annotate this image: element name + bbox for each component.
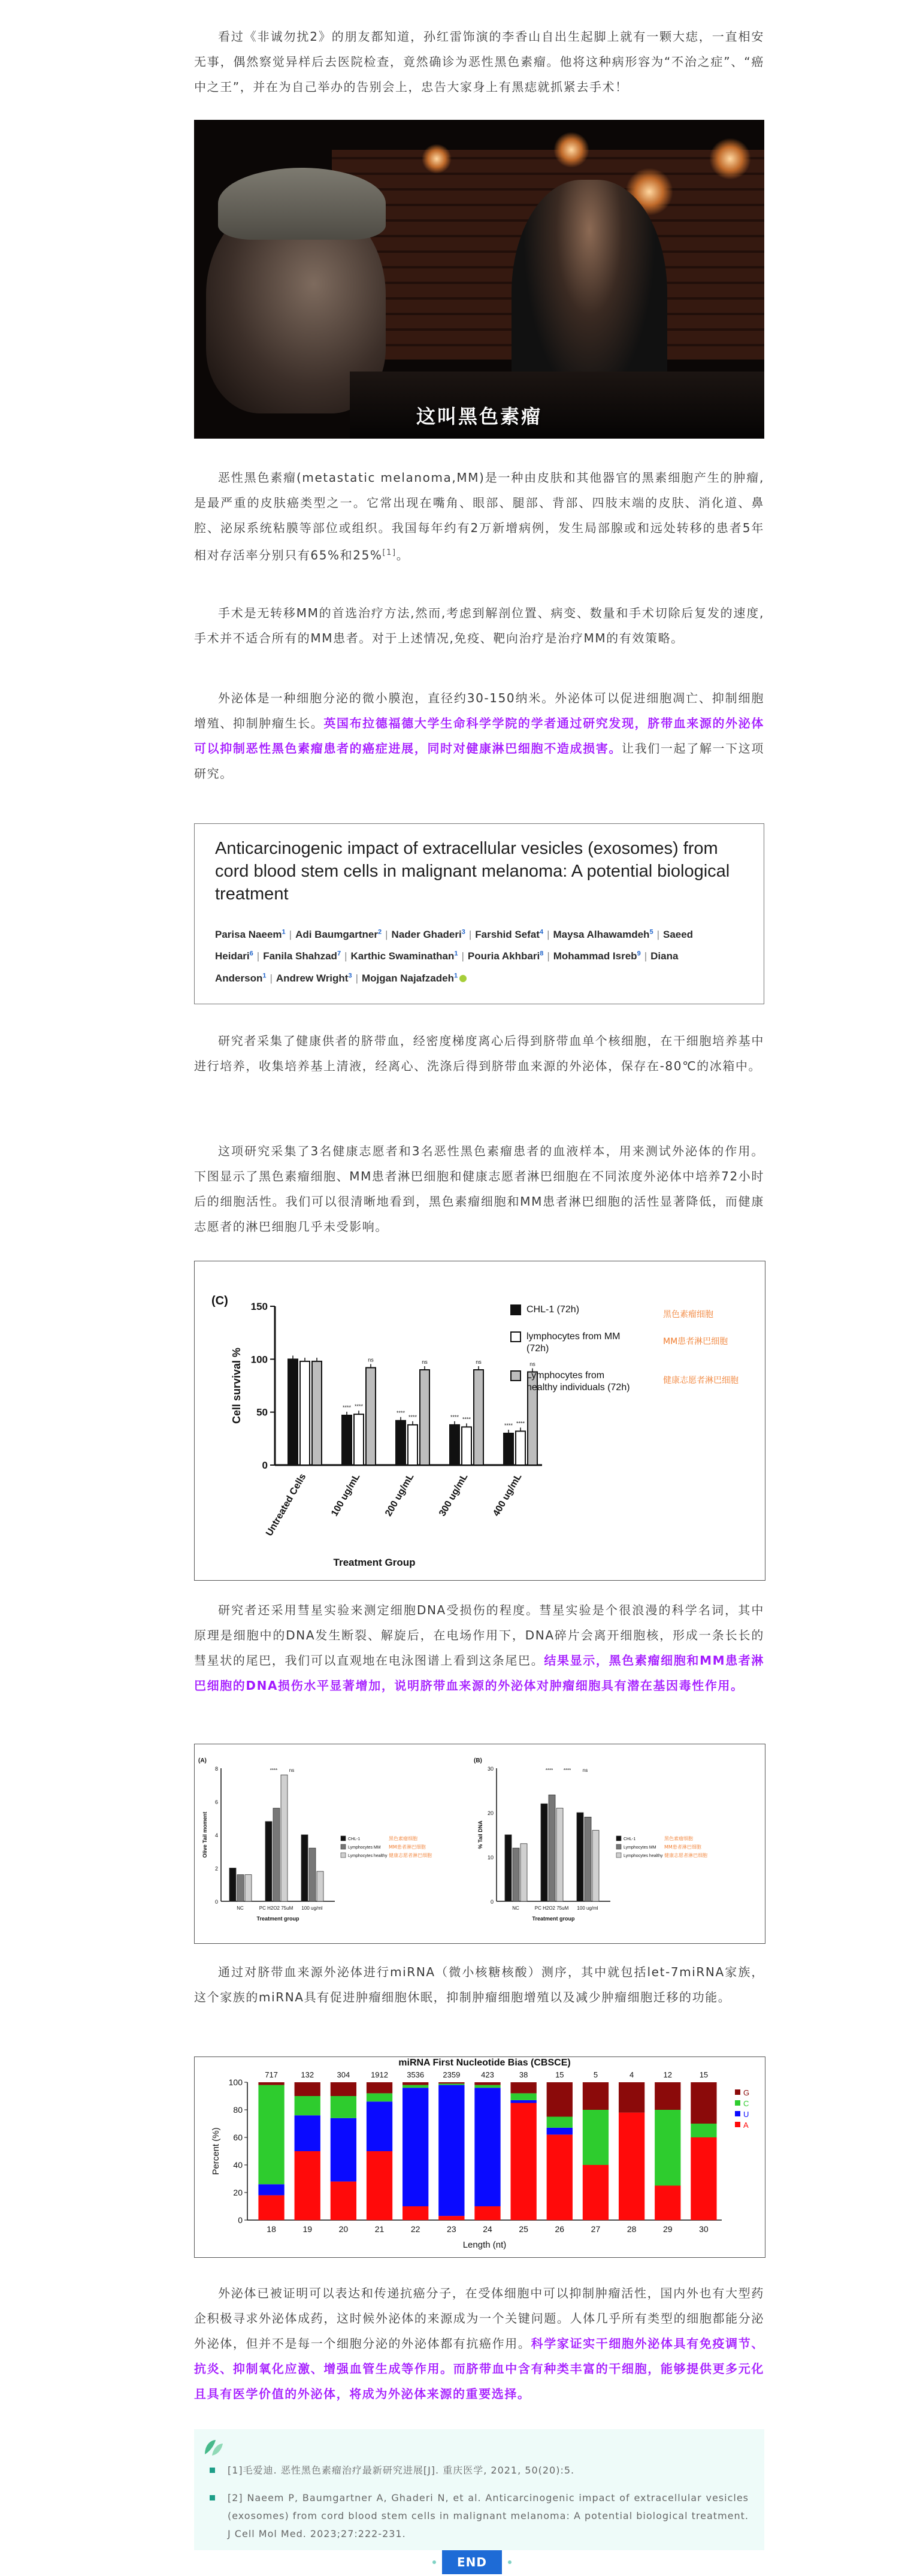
count-label: 1912 (371, 2070, 388, 2079)
end-marker (0, 2550, 920, 2574)
author-separator: | (270, 972, 273, 984)
paragraph-method: 研究者采集了健康供者的脐带血，经密度梯度离心后得到脐带血单个核细胞，在干细胞培养基中进行培养，收集培养基上清液，经离心、洗涤后得到脐带血来源的外泌体，保存在-80℃的冰箱中。 (194, 1034, 764, 1073)
x-tick-label: PC H2O2 75uM (259, 1905, 293, 1911)
paragraph-comet: 研究者还采用彗星实验来测定细胞DNA受损伤的程度。彗星实验是个很浪漫的科学名词，其中原理是细胞中的DNA发生断裂、解旋后，在电场作用下，DNA碎片会离开细胞核，形成一条长长的彗星状的尾巴，我们可以直观地在电泳图谱上看到这条尾巴。结果显示，黑色素瘤细胞和MM患者淋巴细胞的DNA损伤水平显著增加，说明脐带血来源的外泌体对肿瘤细胞具有潜在基因毒性作用。 (194, 1603, 764, 1693)
stacked-bar-segment (510, 2100, 536, 2103)
figure-comet-assay (194, 1744, 765, 1944)
stacked-bar-segment (547, 2117, 573, 2128)
end-label: END (442, 2550, 502, 2574)
comet-section (194, 1597, 764, 1698)
x-tick-label: Untreated Cells (264, 1472, 308, 1538)
movie-still-image (194, 120, 764, 439)
x-axis-label: Treatment group (532, 1916, 575, 1922)
author-separator: | (644, 950, 647, 962)
treatment-section (194, 600, 764, 651)
stacked-bar-segment (331, 2118, 356, 2182)
bar (396, 1421, 405, 1465)
bar (592, 1831, 599, 1901)
bar (312, 1361, 322, 1465)
leaf-icon (202, 2436, 224, 2458)
bar (556, 1808, 563, 1901)
author-name[interactable]: Pouria Akhbari$^8$ (467, 950, 544, 962)
legend-swatch (341, 1836, 346, 1841)
significance-label: ns (368, 1357, 374, 1363)
author-name[interactable]: Andrew Wright$^3$ (276, 972, 352, 984)
y-tick-label: 0 (490, 1899, 494, 1905)
x-axis-label: Treatment Group (333, 1557, 416, 1568)
count-label: 3536 (407, 2070, 425, 2079)
stacked-bar-segment (691, 2137, 716, 2220)
stacked-bar-segment (438, 2083, 464, 2085)
stacked-bar-segment (402, 2082, 428, 2085)
stacked-bar-segment (295, 2115, 320, 2151)
y-tick-label: 20 (233, 2188, 243, 2197)
legend-swatch (511, 1332, 520, 1342)
stacked-bar-segment (258, 2082, 284, 2085)
significance-label: **** (504, 1423, 513, 1429)
bar (474, 1370, 483, 1465)
panel-label: (B) (474, 1757, 482, 1764)
stacked-bar-segment (402, 2088, 428, 2206)
stacked-bar-segment (547, 2082, 573, 2117)
author-name[interactable]: Adi Baumgartner$^2$ (295, 928, 382, 940)
stacked-bar-segment (331, 2096, 356, 2118)
paragraph-melanoma-definition: 恶性黑色素瘤(metastatic melanoma,MM)是一种由皮肤和其他器官的黑素细胞产生的肿瘤,是最严重的皮肤癌类型之一。它常出现在嘴角、眼部、腿部、背部、四肢末端的皮肤、消化道、鼻腔、泌尿系统粘膜等部位或组织。我国每年约有2万新增病例，发生局部腺或和远处转移的患者5年相对存活率分别只有65%和25%[1]。 (194, 470, 764, 563)
significance-label: **** (354, 1403, 364, 1410)
viability-section (194, 1138, 764, 1239)
x-tick-label: 27 (591, 2224, 601, 2234)
author-separator: | (344, 950, 347, 962)
x-axis-label: Treatment group (256, 1916, 299, 1922)
bar (504, 1433, 513, 1465)
melanoma-intro-section (194, 465, 764, 568)
legend-label-cn: 健康志愿者淋巴细胞 (664, 1853, 707, 1858)
stacked-bar-segment (655, 2110, 680, 2186)
legend-label: Lymphocytes from (526, 1370, 605, 1381)
x-tick-label: 100 ug/mL (329, 1472, 362, 1518)
x-tick-label: 28 (627, 2224, 637, 2234)
legend-label-cn: 黑色素瘤细胞 (389, 1836, 417, 1841)
bar (265, 1822, 272, 1901)
bar (342, 1415, 352, 1465)
significance-label: **** (396, 1409, 405, 1416)
count-label: 4 (629, 2070, 634, 2079)
count-label: 304 (337, 2070, 350, 2079)
stacked-bar-segment (547, 2134, 573, 2220)
conclusion-section (194, 2281, 764, 2406)
stacked-bar-segment (402, 2085, 428, 2088)
bar (301, 1835, 308, 1901)
stacked-bar-segment (474, 2085, 500, 2088)
bar (300, 1361, 310, 1465)
legend-swatch (341, 1853, 346, 1858)
stacked-bar-segment (402, 2206, 428, 2220)
count-label: 12 (663, 2070, 673, 2079)
y-tick-label: 100 (250, 1354, 268, 1366)
bar (513, 1848, 519, 1901)
significance-label: ns (529, 1361, 535, 1367)
significance-label: **** (450, 1414, 459, 1420)
y-axis-label: Olive Tail moment (202, 1811, 208, 1858)
legend-label: A (743, 2121, 749, 2130)
author-separator: | (468, 928, 472, 940)
legend-label: (72h) (526, 1343, 549, 1354)
stacked-bar-segment (510, 2093, 536, 2100)
legend-swatch (735, 2100, 740, 2106)
stacked-bar-segment (258, 2196, 284, 2220)
x-tick-label: 400 ug/mL (491, 1472, 524, 1518)
legend-swatch (735, 2089, 740, 2095)
panel-label: (A) (198, 1757, 207, 1764)
author-name[interactable]: Diana Anderson$^1$ (215, 950, 679, 984)
legend-swatch (616, 1836, 621, 1841)
bar (354, 1414, 364, 1465)
stacked-bar-segment (438, 2082, 464, 2083)
significance-label: ns (289, 1768, 295, 1773)
stacked-bar-segment (331, 2182, 356, 2220)
author-separator: | (656, 928, 659, 940)
legend-label: CHL-1 (348, 1837, 361, 1841)
author-name[interactable]: Fanila Shahzad$^7$ (263, 950, 341, 962)
legend-swatch (616, 1844, 621, 1849)
bar (450, 1425, 459, 1465)
bar (577, 1813, 583, 1901)
image-caption: 这叫黑色素瘤 (416, 405, 542, 428)
exosome-section (194, 685, 764, 786)
x-tick-label: 100 ug/ml (301, 1905, 323, 1911)
stacked-bar-segment (474, 2088, 500, 2206)
significance-label: ns (476, 1359, 482, 1365)
stacked-bar-segment (295, 2151, 320, 2220)
legend-label: Lymphocytes healthy (348, 1854, 388, 1858)
reference-1: [1]毛爱迪. 恶性黑色素瘤治疗最新研究进展[J]. 重庆医学, 2021, 50(20):5. (210, 2462, 749, 2480)
y-tick-label: 30 (487, 1766, 494, 1772)
stacked-bar-segment (331, 2082, 356, 2096)
bar (516, 1431, 525, 1465)
stacked-bar-segment (619, 2113, 644, 2220)
cell-survival-chart (195, 1261, 764, 1579)
x-tick-label: 100 ug/ml (577, 1905, 598, 1911)
stacked-bar-segment (295, 2082, 320, 2096)
author-separator: | (461, 950, 464, 962)
citation-1: [1] (382, 548, 397, 557)
stacked-bar-segment (583, 2110, 609, 2165)
author-name[interactable]: Parisa Naeem$^1$ (215, 928, 286, 940)
author-separator: | (289, 928, 292, 940)
stacked-bar-segment (367, 2101, 392, 2151)
legend-label-cn: 健康志愿者淋巴细胞 (663, 1376, 739, 1385)
bar (309, 1848, 316, 1901)
y-axis-label: Percent (%) (211, 2127, 221, 2175)
paragraph-intro: 看过《非诚勿扰2》的朋友都知道，孙红雷饰演的李香山自出生起脚上就有一颗大痣，一直相安无事，偶然察觉异样后去医院检查，竟然确诊为恶性黑色素瘤。他将这种病形容为“不治之症”、“癌中之王”，并在为自己举办的告别会上，忠告大家身上有黑痣就抓紧去手术！ (194, 29, 764, 94)
legend-swatch (735, 2111, 740, 2116)
comet-assay-chart (195, 1744, 764, 1942)
x-tick-label: 24 (483, 2224, 492, 2234)
paragraph-conclusion: 外泌体已被证明可以表达和传递抗癌分子，在受体细胞中可以抑制肿瘤活性，国内外也有大型药企积极寻求外泌体成药，这时候外泌体的来源成为一个关键问题。人体几乎所有类型的细胞都能分泌外泌体，但并不是每一个细胞分泌的外泌体都有抗癌作用。科学家证实干细胞外泌体具有免疫调节、抗炎、抑制氧化应激、增强血管生成等作用。而脐带血中含有种类丰富的干细胞，能够提供更多元化且具有医学价值的外泌体，将成为外泌体来源的重要选择。 (194, 2286, 764, 2401)
count-label: 717 (265, 2070, 278, 2079)
stacked-bar-segment (510, 2103, 536, 2221)
legend-swatch (511, 1305, 520, 1315)
significance-label: **** (270, 1768, 278, 1773)
stacked-bar-segment (367, 2093, 392, 2101)
count-label: 38 (519, 2070, 528, 2079)
panel-label: (C) (211, 1294, 228, 1307)
stacked-bar-segment (258, 2184, 284, 2195)
legend-label-cn: MM患者淋巴细胞 (664, 1844, 701, 1850)
bar (288, 1359, 298, 1465)
bar (273, 1808, 280, 1901)
bar (520, 1844, 527, 1901)
x-tick-label: 23 (447, 2224, 456, 2234)
count-label: 15 (699, 2070, 709, 2079)
y-tick-label: 100 (228, 2077, 243, 2087)
bar (408, 1425, 417, 1465)
bar (505, 1835, 512, 1901)
y-tick-label: 4 (214, 1832, 218, 1838)
x-tick-label: 21 (374, 2224, 385, 2234)
legend-label: lymphocytes from MM (526, 1331, 621, 1342)
bar (541, 1804, 547, 1901)
legend-label: Lymphocytes healthy (624, 1854, 663, 1858)
x-tick-label: 26 (555, 2224, 565, 2234)
paper-title: Anticarcinogenic impact of extracellular vesicles (exosomes) from cord blood stem cells in malignant melanoma: A potential biological treatment (215, 839, 730, 904)
stacked-bar-segment (655, 2082, 680, 2110)
author-separator: | (385, 928, 388, 940)
significance-label: **** (516, 1420, 525, 1427)
author-separator: | (547, 950, 550, 962)
highlight-dna-damage: 结果显示，黑色素瘤细胞和MM患者淋巴细胞的DNA损伤水平显著增加，说明脐带血来源的外泌体对肿瘤细胞具有潜在基因毒性作用。 (194, 1653, 764, 1693)
x-tick-label: 300 ug/mL (437, 1472, 470, 1518)
author-name[interactable]: Farshid Sefat$^4$ (475, 928, 544, 940)
bar (281, 1775, 288, 1901)
stacked-bar-segment (655, 2186, 680, 2221)
y-tick-label: 0 (262, 1460, 268, 1471)
x-tick-label: 19 (302, 2224, 313, 2234)
x-tick-label: NC (237, 1905, 244, 1911)
legend-label: Lymphocytes MM (348, 1846, 381, 1850)
highlight-finding: 英国布拉德福德大学生命科学学院的学者通过研究发现，脐带血来源的外泌体可以抑制恶性黑色素瘤患者的癌症进展，同时对健康淋巴细胞不造成损害。 (194, 716, 764, 756)
legend-swatch (616, 1853, 621, 1858)
stacked-bar-segment (619, 2082, 644, 2113)
bar (245, 1875, 252, 1901)
author-name[interactable]: Saeed Heidari$^6$ (215, 928, 694, 962)
intro-section (194, 24, 764, 99)
legend-swatch (341, 1844, 346, 1849)
author-name[interactable]: Mojgan Najafzadeh$^1$ (362, 972, 458, 984)
author-name[interactable]: Nader Ghaderi$^3$ (391, 928, 465, 940)
method-section (194, 1028, 764, 1079)
legend-label: Lymphocytes MM (624, 1846, 656, 1850)
stacked-bar-segment (474, 2082, 500, 2085)
legend-label-cn: MM患者淋巴细胞 (389, 1844, 426, 1850)
y-tick-label: 0 (238, 2215, 243, 2225)
author-separator: | (355, 972, 359, 984)
paper-header-card (194, 823, 764, 1004)
bar (317, 1871, 323, 1901)
author-name[interactable]: Mohammad Isreb$^9$ (553, 950, 641, 962)
y-tick-label: 2 (214, 1865, 218, 1872)
y-tick-label: 8 (214, 1766, 218, 1772)
x-tick-label: PC H2O2 75uM (534, 1905, 569, 1911)
bar (585, 1817, 591, 1901)
significance-label: **** (545, 1768, 553, 1773)
bar (420, 1370, 429, 1465)
paragraph-mirna: 通过对脐带血来源外泌体进行miRNA（微小核糖核酸）测序，其中就包括let-7miRNA家族，这个家族的miRNA具有促进肿瘤细胞休眠，抑制肿瘤细胞增殖以及减少肿瘤细胞迁移的功能。 (194, 1965, 764, 2004)
stacked-bar-segment (547, 2128, 573, 2135)
references-box (194, 2429, 764, 2550)
x-tick-label: 29 (662, 2224, 673, 2234)
x-axis-label: Length (nt) (462, 2240, 507, 2250)
author-separator: | (256, 950, 260, 962)
stacked-bar-segment (691, 2082, 716, 2124)
legend-label-cn: 黑色素瘤细胞 (663, 1310, 713, 1319)
significance-label: **** (408, 1414, 417, 1420)
author-name[interactable]: Maysa Alhawamdeh$^5$ (553, 928, 653, 940)
highlight-conclusion: 科学家证实干细胞外泌体具有免疫调节、抗炎、抑制氧化应激、增强血管生成等作用。而脐带血中含有种类丰富的干细胞，能够提供更多元化且具有医学价值的外泌体，将成为外泌体来源的重要选择。 (194, 2336, 764, 2401)
legend-label-cn: 黑色素瘤细胞 (664, 1836, 693, 1841)
paragraph-viability: 这项研究采集了3名健康志愿者和3名恶性黑色素瘤患者的血液样本，用来测试外泌体的作用。下图显示了黑色素瘤细胞、MM患者淋巴细胞和健康志愿者淋巴细胞在不同浓度外泌体中培养72小时后的细胞活性。我们可以很清晰地看到，黑色素瘤细胞和MM患者淋巴细胞的活性显著降低，而健康志愿者的淋巴细胞几乎未受影响。 (194, 1144, 764, 1234)
x-tick-label: 25 (519, 2224, 528, 2234)
x-tick-label: 22 (410, 2224, 420, 2234)
y-tick-label: 80 (233, 2105, 243, 2115)
author-separator: | (547, 928, 550, 940)
y-tick-label: 0 (214, 1899, 218, 1905)
mirna-bias-chart (195, 2057, 764, 2256)
count-label: 5 (593, 2070, 598, 2079)
bar (549, 1795, 555, 1901)
y-axis-label: % Tail DNA (477, 1820, 483, 1849)
y-tick-label: 20 (487, 1810, 494, 1816)
legend-label-cn: 健康志愿者淋巴细胞 (389, 1853, 432, 1858)
legend-swatch (511, 1371, 520, 1381)
legend-label: G (743, 2088, 750, 2097)
x-tick-label: 200 ug/mL (383, 1472, 416, 1518)
stacked-bar-segment (583, 2082, 609, 2110)
y-tick-label: 6 (214, 1799, 218, 1805)
paragraph-surgery: 手术是无转移MM的首选治疗方法,然而,考虑到解剖位置、病变、数量和手术切除后复发的速度,手术并不适合所有的MM患者。对于上述情况,免疫、靶向治疗是治疗MM的有效策略。 (194, 606, 764, 645)
bar (237, 1875, 244, 1901)
stacked-bar-segment (438, 2216, 464, 2220)
stacked-bar-segment (438, 2085, 464, 2216)
y-tick-label: 40 (233, 2160, 243, 2170)
significance-label: **** (342, 1404, 352, 1411)
stacked-bar-segment (691, 2124, 716, 2137)
legend-label: C (743, 2099, 749, 2108)
stacked-bar-segment (367, 2151, 392, 2220)
stacked-bar-segment (367, 2082, 392, 2093)
significance-label: ns (582, 1768, 588, 1773)
count-label: 15 (555, 2070, 564, 2079)
y-axis-label: Cell survival % (231, 1347, 243, 1424)
count-label: 423 (481, 2070, 494, 2079)
legend-label: CHL-1 (72h) (526, 1304, 580, 1315)
x-tick-label: 20 (338, 2224, 349, 2234)
paper-authors (215, 922, 748, 988)
significance-label: ns (422, 1359, 428, 1365)
bar (366, 1367, 376, 1465)
y-tick-label: 50 (256, 1406, 268, 1418)
mirna-section (194, 1959, 764, 2010)
stacked-bar-segment (474, 2206, 500, 2220)
y-tick-label: 10 (487, 1855, 494, 1861)
count-label: 2359 (443, 2070, 461, 2079)
stacked-bar-segment (258, 2085, 284, 2185)
legend-label-cn: MM患者淋巴细胞 (663, 1337, 728, 1346)
significance-label: **** (563, 1768, 571, 1773)
reference-2: [2] Naeem P, Baumgartner A, Ghaderi N, et al. Anticarcinogenic impact of extracellular vesicles (exosomes) from cord blood stem cells in malignant melanoma: A potential biological treatment. J Cell Mol Med. 2023;27:222-231. (210, 2489, 749, 2543)
count-label: 132 (301, 2070, 314, 2079)
x-tick-label: 18 (267, 2224, 276, 2234)
bar (229, 1868, 236, 1902)
bar (462, 1427, 471, 1465)
figure-mirna-bias (194, 2056, 765, 2258)
chart-title: miRNA First Nucleotide Bias (CBSCE) (398, 2058, 571, 2068)
stacked-bar-segment (510, 2082, 536, 2093)
figure-cell-survival (194, 1261, 765, 1581)
legend-label: CHL-1 (624, 1837, 636, 1841)
stacked-bar-segment (583, 2165, 609, 2220)
y-tick-label: 60 (233, 2133, 243, 2142)
orcid-icon[interactable] (459, 975, 467, 982)
y-tick-label: 150 (250, 1301, 268, 1312)
stacked-bar-segment (295, 2096, 320, 2115)
paragraph-exosome: 外泌体是一种细胞分泌的微小膜泡，直径约30-150纳米。外泌体可以促进细胞凋亡、抑制细胞增殖、抑制肿瘤生长。英国布拉德福德大学生命科学学院的学者通过研究发现，脐带血来源的外泌体可以抑制恶性黑色素瘤患者的癌症进展，同时对健康淋巴细胞不造成损害。让我们一起了解一下这项研究。 (194, 691, 764, 781)
author-name[interactable]: Karthic Swaminathan$^1$ (350, 950, 458, 962)
legend-label: U (743, 2110, 749, 2119)
x-tick-label: NC (512, 1905, 519, 1911)
legend-swatch (735, 2122, 740, 2127)
x-tick-label: 30 (699, 2224, 709, 2234)
significance-label: **** (462, 1416, 471, 1423)
legend-label: healthy individuals (72h) (526, 1382, 630, 1393)
